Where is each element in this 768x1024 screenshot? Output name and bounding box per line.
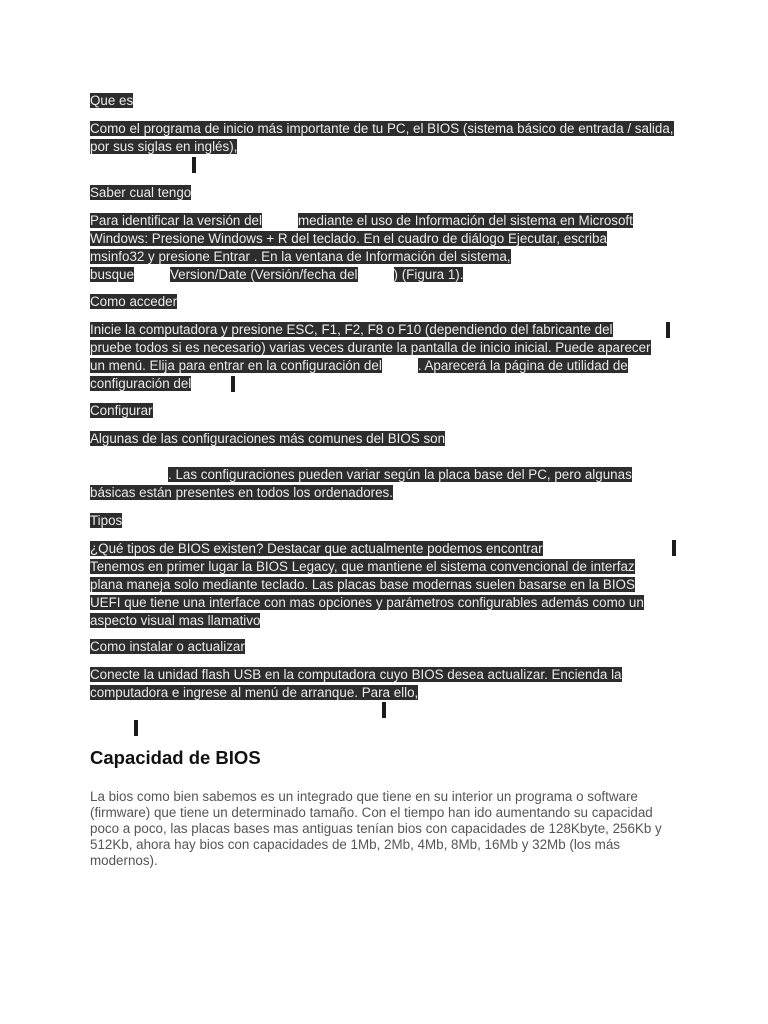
config-line-1: Algunas de las configuraciones más comunes del BIOS son [90,431,446,446]
saber-line-1: Para identificar la versión del mediante el uso de Información del sistema en Microsoft [90,213,633,228]
capacidad-paragraph: La bios como bien sabemos es un integrado que tiene en su interior un programa o software (firmware) que tiene un determinado tamaño. Con el tiempo han ido aumentando su capacidad poco a poco, las placas bases mas antiguas tenían bios con capacidades de 128Kbyte, 256Kb y 512Kb, ahora hay bios con capacidades de 1Mb, 2Mb, 4Mb, 8Mb, 16Mb y 32Mb (los más modernos). [90,789,662,868]
section-label-instalar: Como instalar o actualizar [90,639,245,654]
redaction-mark [382,702,386,718]
section-label-configurar: Configurar [90,403,153,418]
tipos-line-1: ¿Qué tipos de BIOS existen? Destacar que actualmente podemos encontrar [90,541,543,556]
acceder-line-2: pruebe todos si es necesario) varias veces durante la pantalla de inicio inicial. Puede aparecer [90,340,651,355]
section-text-que-es: Como el programa de inicio más importante de tu PC, el BIOS (sistema básico de entrada / salida, por sus siglas en inglés), [90,121,674,154]
section-label-acceder: Como acceder [90,294,178,309]
redaction-mark [666,322,670,338]
redaction-mark [192,157,196,173]
acceder-line-4: configuración del [90,376,192,391]
redaction-mark [134,720,138,736]
acceder-line-3: un menú. Elija para entrar en la configuración del . Aparecerá la página de utilidad de [90,358,628,373]
config-line-2: . Las configuraciones pueden variar según la placa base del PC, pero algunas [168,467,632,482]
saber-line-4: busque Version/Date (Versión/fecha del ) (Figura 1). [90,267,464,282]
saber-line-3: msinfo32 y presione Entrar . En la ventana de Información del sistema, [90,249,511,264]
redaction-mark [231,376,235,392]
section-label-saber: Saber cual tengo [90,185,192,200]
section-label-tipos: Tipos [90,513,123,528]
section-heading-capacidad: Capacidad de BIOS [90,747,261,768]
instalar-paragraph: Conecte la unidad flash USB en la computadora cuyo BIOS desea actualizar. Encienda la computadora e ingrese al menú de arranque. Para ello, [90,667,622,700]
section-label-que-es: Que es [90,93,134,108]
tipos-paragraph: Tenemos en primer lugar la BIOS Legacy, que mantiene el sistema convencional de interfaz plana maneja solo mediante teclado. Las placas base modernas suelen basarse en la BIOS UEFI que tiene una interface con mas opciones y parámetros configurables además como un aspecto visual mas llamativo [90,559,644,628]
saber-line-2: Windows: Presione Windows + R del teclado. En el cuadro de diálogo Ejecutar, escriba [90,231,607,246]
acceder-line-1: Inicie la computadora y presione ESC, F1, F2, F8 o F10 (dependiendo del fabricante del [90,322,613,337]
config-line-3: básicas están presentes en todos los ordenadores. [90,485,393,500]
redaction-mark [672,540,676,556]
